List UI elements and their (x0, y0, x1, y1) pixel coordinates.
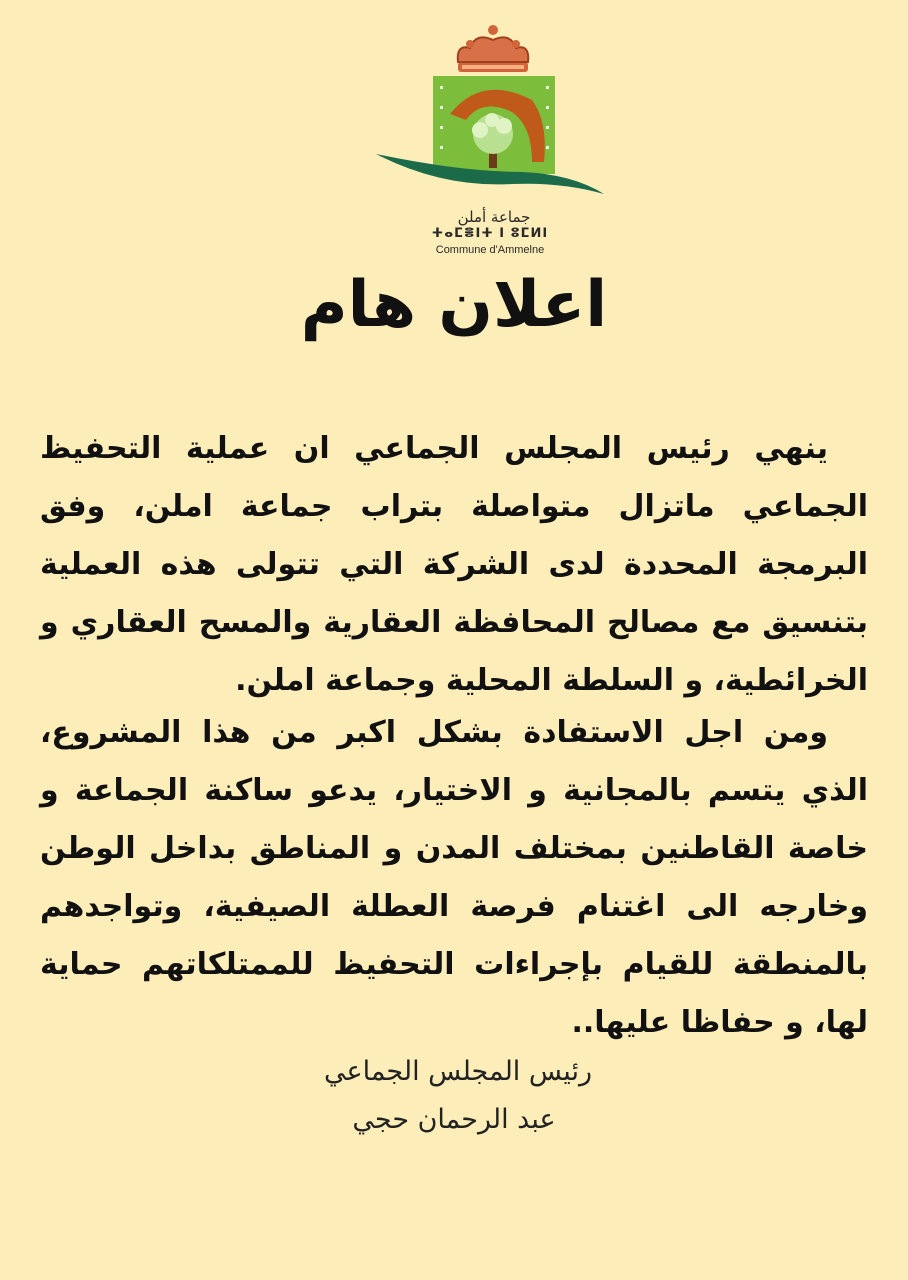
logo-name-french: Commune d'Ammelne (435, 244, 545, 256)
commune-emblem-icon (372, 22, 608, 212)
announcement-paragraph-1: ينهي رئيس المجلس الجماعي ان عملية التحفيظ الجماعي ماتزال متواصلة بتراب جماعة املن، وفق البرمجة المحددة لدى الشركة التي تتولى هذه العملية بتنسيق مع مصالح المحافظة العقارية والمسح العقاري و الخرائطية، و السلطة المحلية وجماعة املن. (40, 431, 868, 698)
logo-name-arabic: جماعة أملن (457, 208, 531, 226)
signature-role: رئيس المجلس الجماعي (323, 1056, 593, 1087)
announcement-title: اعلان هام (300, 268, 608, 342)
crown-icon (458, 25, 529, 72)
signature-name: عبد الرحمان حجي (352, 1104, 556, 1135)
logo-name-tifinagh: ⵜⴰⵎⴻⵏⵜ ⵏ ⵓⵎⵍⵏ (431, 226, 549, 241)
announcement-paragraph-2: ومن اجل الاستفادة بشكل اكبر من هذا المشروع، الذي يتسم بالمجانية و الاختيار، يدعو ساكنة الجماعة و خاصة القاطنين بمختلف المدن و المناطق بداخل الوطن وخارجه الى اغتنام فرصة العطلة الصيفية، وتواجدهم بالمنطقة للقيام بإجراءات التحفيظ للممتلكاتهم حماية لها، و حفاظا عليها.. (40, 715, 868, 1040)
commune-logo (372, 22, 608, 256)
announcement-body (40, 420, 868, 1052)
